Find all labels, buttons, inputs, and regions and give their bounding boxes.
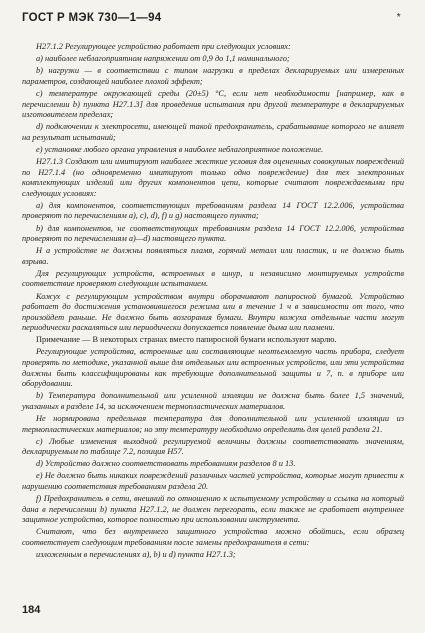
body-paragraph: Н а устройстве не должны появляться пламя, горячий металл или пластик, и не должно быть взрыва. xyxy=(22,246,404,266)
body-paragraph: Для регулирующих устройств, встроенных в шнур, и независимо монтируемых устройств соответствие проверяют следующим испытанием. xyxy=(22,268,404,289)
body-paragraph: с) температуре окружающей среды (20±5) °С, если нет необходимости [например, как в перечислении b) пункта H27.1.3] для проведения испытания при другой температуре в декларируемых изготовителем пределах; xyxy=(22,88,404,120)
body-paragraph: d) подключении к электросети, имеющей такой предохранитель, срабатывание которого не влияет на результат испытаний; xyxy=(22,122,404,142)
body-paragraph: е) установке любого органа управления в наиболее неблагоприятное положение. xyxy=(36,144,324,154)
body-paragraph: d) Устройство должно соответствовать требованиям разделов 8 и 13. xyxy=(36,459,296,469)
body-paragraph: а) наиболее неблагоприятном напряжении от 0,9 до 1,1 номинального; xyxy=(36,54,290,64)
body-paragraph: е) Не должно быть никаких повреждений различных частей устройства, которые могут привести к нарушению соответствия требованиям раздела 20. xyxy=(22,471,404,492)
note-paragraph: Примечание — В некоторых странах вместо папиросной бумаги используют марлю. xyxy=(36,335,337,345)
body-paragraph: Считают, что без внутреннего защитного устройства можно обойтись, если образец соответствует следующим требованиям после замены предохранителя в сети: xyxy=(22,527,404,547)
body-paragraph: b) для компонентов, не соответствующих требованиям раздела 14 ГОСТ 12.2.006, устройства проверяют по перечислениям а)—d) настоящего пункта. xyxy=(22,223,404,244)
body-paragraph: H27.1.3 Создают или имитируют наиболее жесткие условия для оцененных совокупных повреждений по H27.1.4 (но одновременно имитируют только одно повреждение) для тех электронных комплектующих изделий или других компонентов цепи, которые считают повреждаемыми при следующих условиях: xyxy=(22,157,404,198)
body-paragraph: Не нормирована предельная температура для дополнительной или усиленной изоляции из термопластических материалов; но эту температуру необходимо определить для целей раздела 21. xyxy=(22,413,404,434)
standard-title: ГОСТ Р МЭК 730—1—94 xyxy=(22,12,162,24)
body-paragraph: H27.1.2 Регулирующее устройство работает при следующих условиях: xyxy=(36,42,291,51)
body-paragraph: с) Любые изменения выходной регулируемой величины должны соответствовать значениям, декларируемым по таблице 7.2, позиция H57. xyxy=(22,436,404,457)
body-paragraph: f) Предохранитель в сети, внешний по отношению к испытуемому устройству и ссылка на который дана в перечислении b) пункта H27.1.2, не должен перегорать, если также не сработает внутреннее защитное устройство, которое полностью при использовании инструмента. xyxy=(22,494,404,525)
page-number: 184 xyxy=(22,604,41,616)
body-paragraph: b) Температура дополнительной или усиленной изоляции не должна быть более 1,5 значений, указанных в разделе 14, за исключением термопластических материалов. xyxy=(22,391,404,411)
document-body xyxy=(22,42,404,562)
body-paragraph: Регулирующие устройства, встроенные или составляющие неотъемлемую часть прибора, следует проверять по методике, указанной выше для отдельных или встроенных устройств, или эти устройства должны быть классифицированы как требующие дополнительной защиты и 7, п. в приборе или оборудовании. xyxy=(22,347,404,389)
body-paragraph: b) нагрузки — в соответствии с типом нагрузки в пределах декларируемых или измеренных параметров, создающей наиболее плохой эффект; xyxy=(22,66,404,86)
page-header xyxy=(22,12,405,28)
corner-mark: * xyxy=(396,12,401,23)
body-paragraph: Кожух с регулирующим устройством внутри оборачивают папиросной бумагой. Устройство работает до достижения установившегося режима или в течение 1 ч в зависимости от того, что произойдет раньше. Не должно быть возгорания бумаги. Внутри кожуха отдельные части могут периодически раскаляться или периодически допускается появление дыма или пламени. xyxy=(22,291,404,333)
body-paragraph: а) для компонентов, соответствующих требованиям раздела 14 ГОСТ 12.2.006, устройства проверяют по перечислениям а), с), d), f) и g) настоящего пункта; xyxy=(22,200,404,221)
body-paragraph: изложенным в перечислениях а), b) и d) пункта H27.1.3; xyxy=(36,550,236,560)
